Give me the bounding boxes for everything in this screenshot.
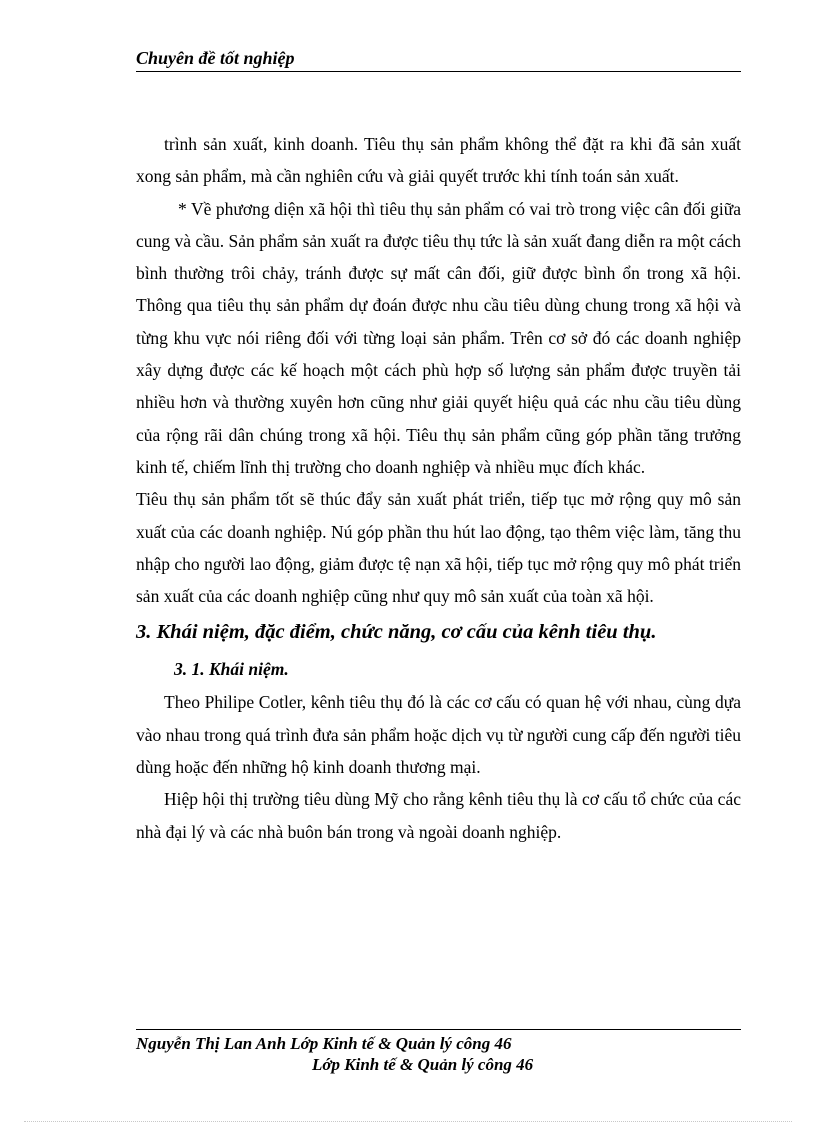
- header-title: Chuyên đề tốt nghiệp: [136, 48, 295, 68]
- subsection-heading: 3. 1. Khái niệm.: [174, 659, 289, 680]
- page-header: [136, 48, 741, 72]
- paragraph-5: Hiệp hội thị trường tiêu dùng Mỹ cho rằng kênh tiêu thụ là cơ cấu tổ chức của các nhà đại lý và các nhà buôn bán trong và ngoài doanh nghiệp.: [136, 789, 741, 842]
- footer-author-line: Nguyễn Thị Lan Anh Lớp Kinh tế & Quản lý công 46: [136, 1034, 512, 1053]
- section-heading: 3. Khái niệm, đặc điểm, chức năng, cơ cấu của kênh tiêu thụ.: [136, 621, 657, 644]
- footer-divider: [136, 1029, 741, 1030]
- footer-class-line: Lớp Kinh tế & Quản lý công 46: [312, 1055, 534, 1074]
- paragraph-2: * Về phương diện xã hội thì tiêu thụ sản phẩm có vai trò trong việc cân đối giữa cung và cầu. Sản phẩm sản xuất ra được tiêu thụ tức là sản xuất đang diễn ra một cách bình thường trôi chảy, tránh được sự mất cân đối, giữ được bình ổn trong xã hội. Thông qua tiêu thụ sản phẩm dự đoán được nhu cầu tiêu dùng chung trong xã hội và từng khu vực nói riêng đối với từng loại sản phẩm. Trên cơ sở đó các doanh nghiệp xây dựng được các kế hoạch một cách phù hợp số lượng sản phẩm được truyền tải nhiều hơn và thường xuyên hơn cũng như giải quyết hiệu quả các nhu cầu tiêu dùng của rộng rãi dân chúng trong xã hội. Tiêu thụ sản phẩm cũng góp phần tăng trưởng kinh tế, chiếm lĩnh thị trường cho doanh nghiệp và nhiều mục đích khác.: [136, 198, 741, 477]
- paragraph-4: Theo Philipe Cotler, kênh tiêu thụ đó là các cơ cấu có quan hệ với nhau, cùng dựa vào nhau trong quá trình đưa sản phẩm hoặc dịch vụ từ người cung cấp đến người tiêu dùng hoặc đến những hộ kinh doanh thương mại.: [136, 692, 741, 778]
- document-body: [136, 128, 741, 848]
- page-bottom-edge: [24, 1121, 792, 1122]
- page-footer: [136, 1033, 741, 1075]
- paragraph-1: trình sản xuất, kinh doanh. Tiêu thụ sản phẩm không thể đặt ra khi đã sản xuất xong sản phẩm, mà cần nghiên cứu và giải quyết trước khi tính toán sản xuất.: [136, 134, 741, 187]
- paragraph-3: Tiêu thụ sản phẩm tốt sẽ thúc đẩy sản xuất phát triển, tiếp tục mở rộng quy mô sản xuất của các doanh nghiệp. Nú góp phần thu hút lao động, tạo thêm việc làm, tăng thu nhập cho người lao động, giảm được tệ nạn xã hội, tiếp tục mở rộng quy mô phát triển sản xuất của các doanh nghiệp cũng như quy mô sản xuất của toàn xã hội.: [136, 489, 741, 607]
